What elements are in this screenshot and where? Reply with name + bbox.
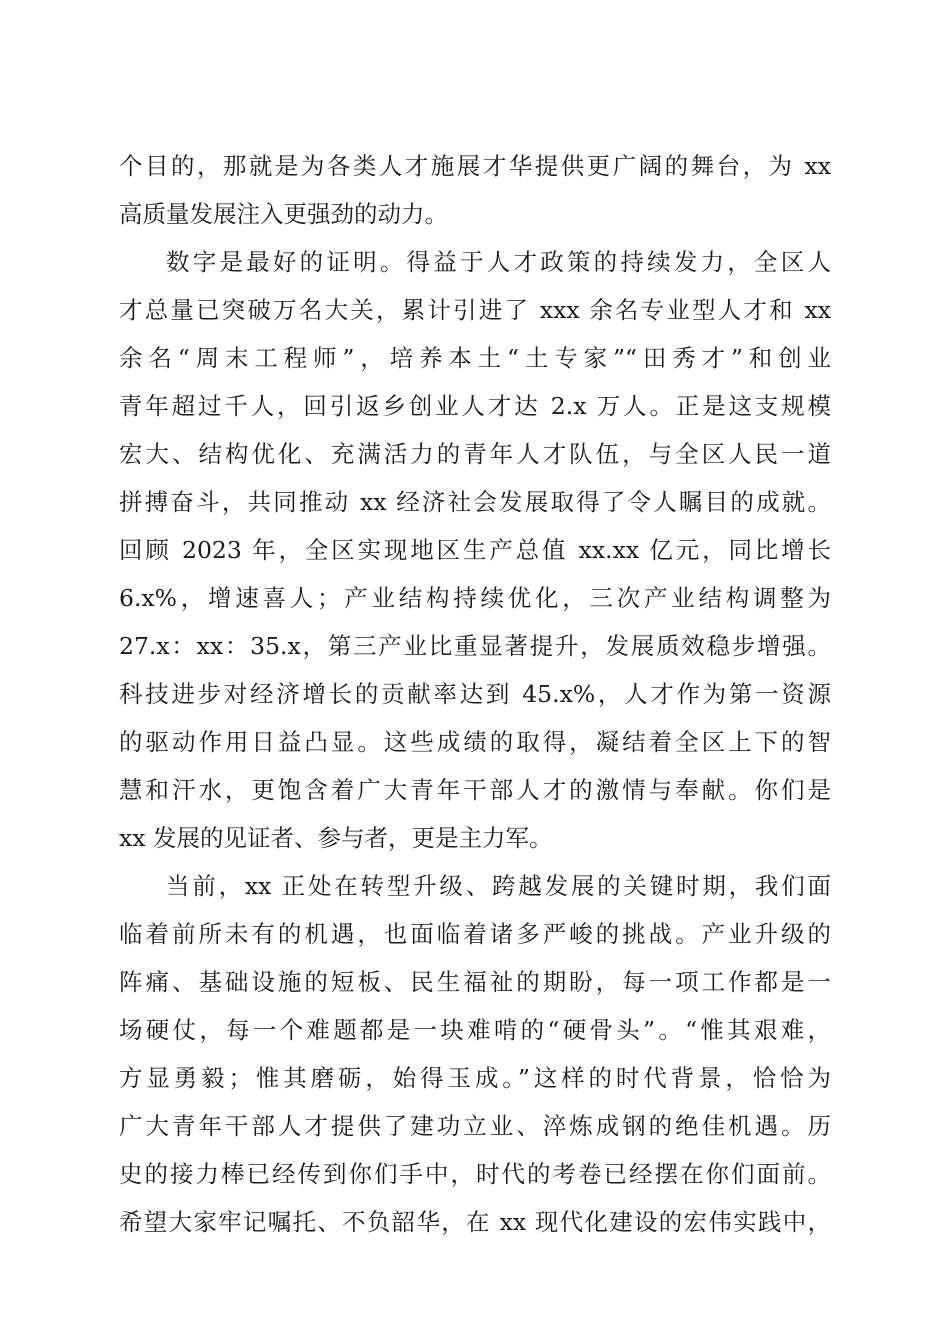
text-line: 的驱动作用日益凸显。这些成绩的取得，凝结着全区上下的智 — [119, 728, 831, 756]
text-line: 慧和汗水，更饱含着广大青年干部人才的激情与奉献。你们是 — [119, 776, 831, 804]
text-line: 方显勇毅；惟其磨砺，始得玉成。”这样的时代背景，恰恰为 — [119, 1064, 831, 1092]
text-line: 27.x：xx：35.x，第三产业比重显著提升，发展质效稳步增强。 — [119, 632, 831, 660]
text-line: 广大青年干部人才提供了建功立业、淬炼成钢的绝佳机遇。历 — [119, 1112, 831, 1140]
text-line: 回顾 2023 年，全区实现地区生产总值 xx.xx 亿元，同比增长 — [119, 536, 831, 564]
text-line: 个目的，那就是为各类人才施展才华提供更广阔的舞台，为 xx — [119, 152, 831, 180]
text-line: 史的接力棒已经传到你们手中，时代的考卷已经摆在你们面前。 — [119, 1160, 831, 1188]
text-line: 阵痛、基础设施的短板、民生福祉的期盼，每一项工作都是一 — [119, 968, 831, 996]
text-line: 宏大、结构优化、充满活力的青年人才队伍，与全区人民一道 — [119, 440, 831, 468]
text-line: 高质量发展注入更强劲的动力。 — [119, 200, 448, 228]
text-line: 希望大家牢记嘱托、不负韶华，在 xx 现代化建设的宏伟实践中， — [119, 1208, 831, 1236]
text-line: 临着前所未有的机遇，也面临着诸多严峻的挑战。产业升级的 — [119, 920, 831, 948]
text-line: 才总量已突破万名大关，累计引进了 xxx 余名专业型人才和 xx — [119, 296, 831, 324]
text-line: 拼搏奋斗，共同推动 xx 经济社会发展取得了令人瞩目的成就。 — [119, 488, 831, 516]
document-body — [119, 142, 831, 1246]
text-line: 6.x%，增速喜人；产业结构持续优化，三次产业结构调整为 — [119, 584, 831, 612]
text-line: 数字是最好的证明。得益于人才政策的持续发力，全区人 — [166, 248, 831, 276]
text-line: 场硬仗，每一个难题都是一块难啃的“硬骨头”。“惟其艰难， — [119, 1016, 831, 1044]
text-line: 青年超过千人，回引返乡创业人才达 2.x 万人。正是这支规模 — [119, 392, 831, 420]
text-line: xx 发展的见证者、参与者，更是主力军。 — [119, 824, 553, 852]
text-line: 余名“周末工程师”，培养本土“土专家”“田秀才”和创业 — [119, 344, 831, 372]
text-line: 科技进步对经济增长的贡献率达到 45.x%，人才作为第一资源 — [119, 680, 831, 708]
text-line: 当前，xx 正处在转型升级、跨越发展的关键时期，我们面 — [166, 872, 831, 900]
